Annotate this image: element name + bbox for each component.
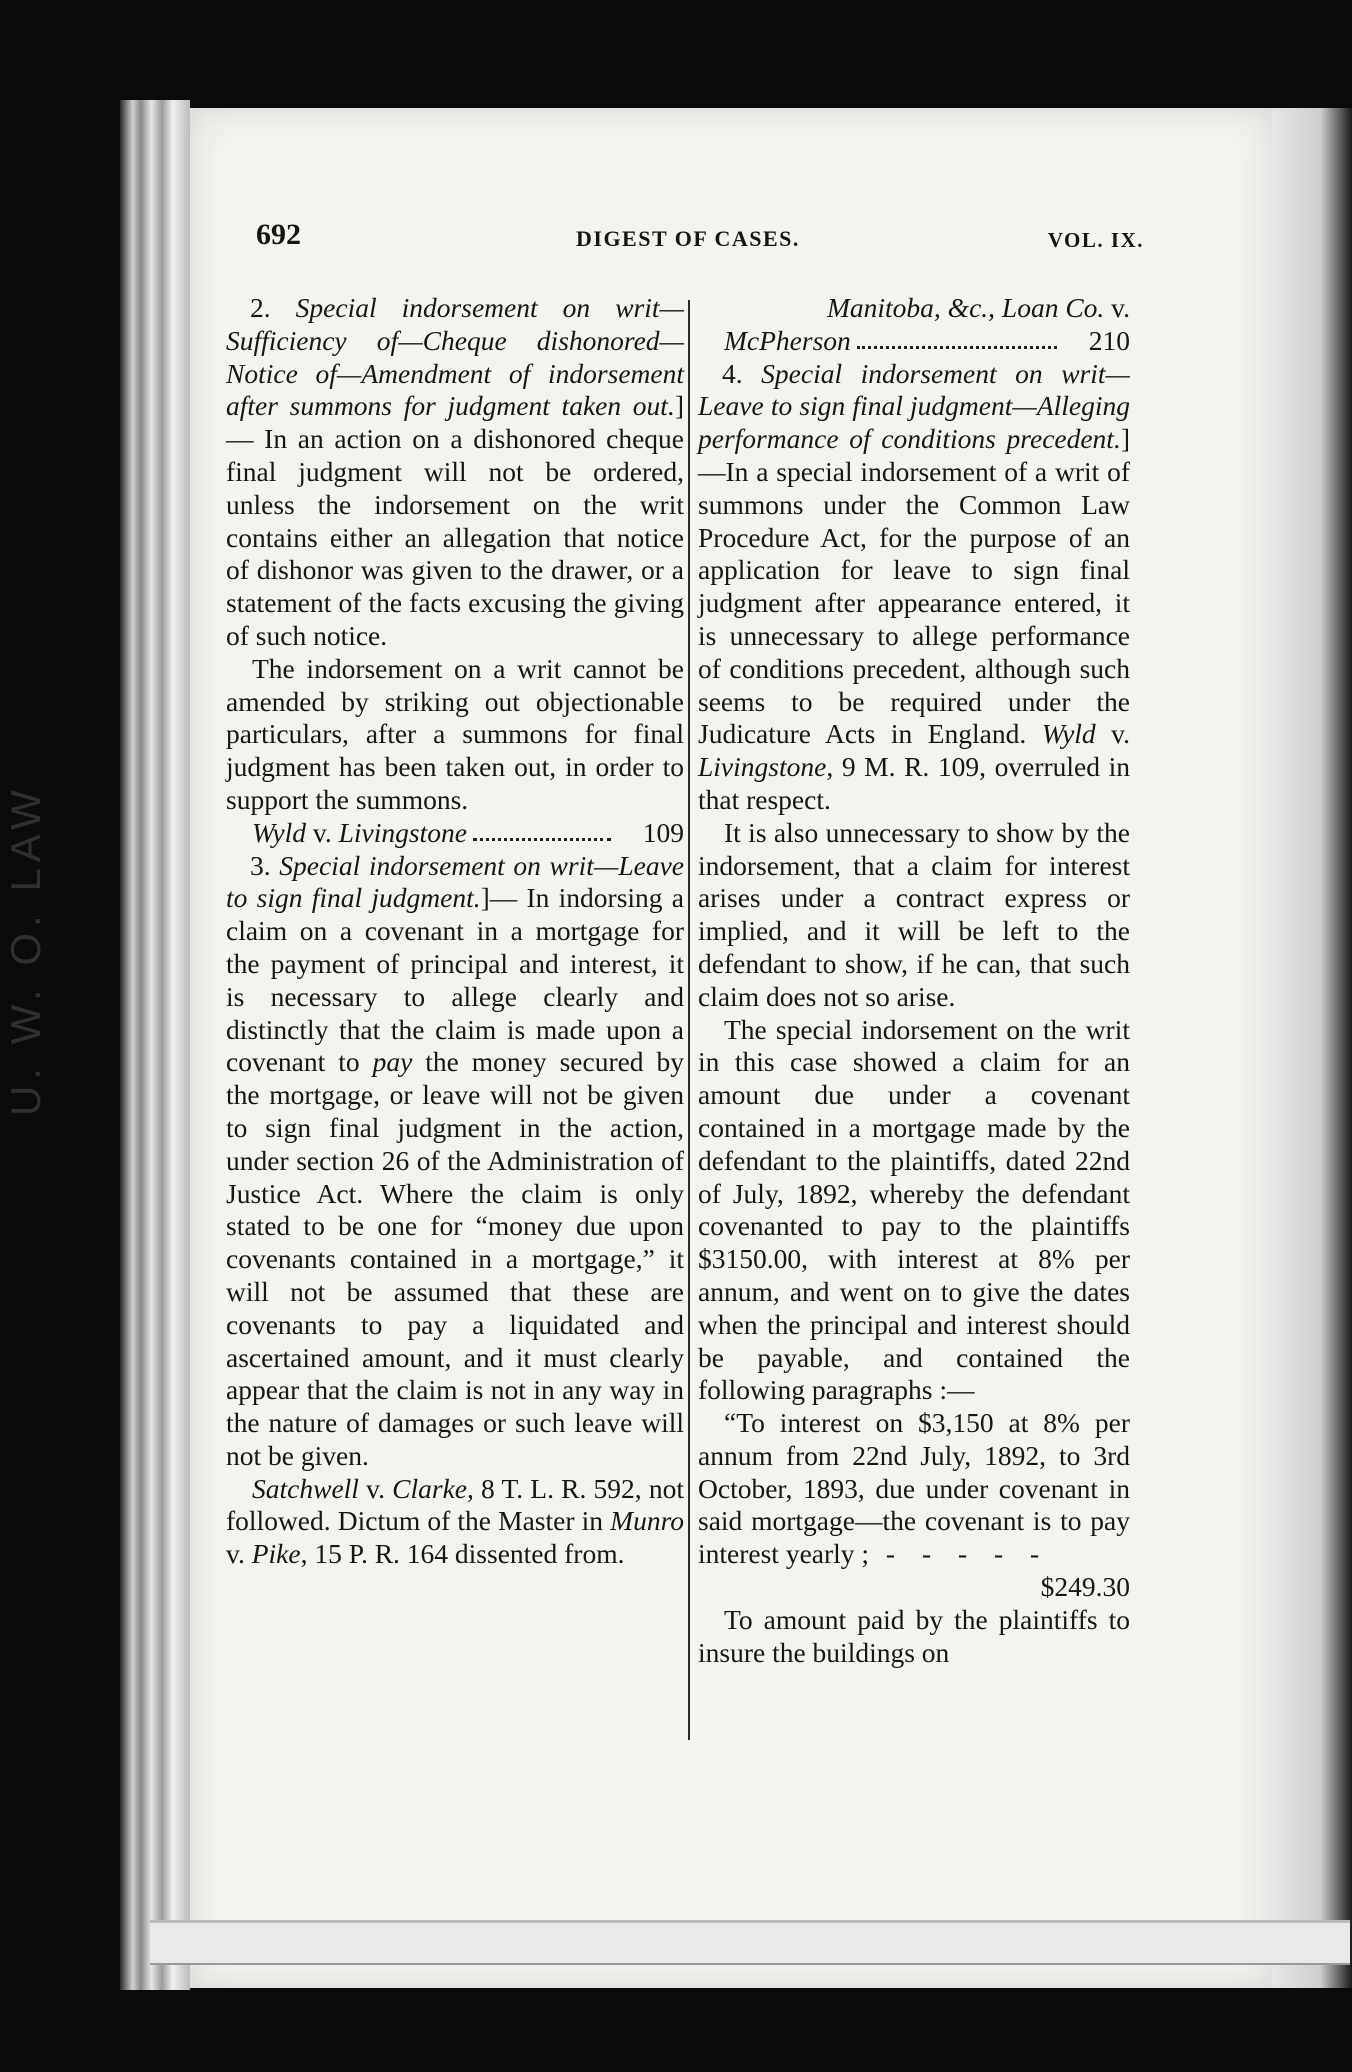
citation-text: , 15 P. R. 164 dissented from.	[300, 1538, 625, 1570]
case-party: Wyld	[252, 816, 306, 848]
volume-label: VOL. IX.	[1047, 228, 1144, 252]
entry-number: 3.	[250, 849, 271, 881]
paragraph: The indorsement on a writ cannot be amended by striking out objectionable particulars, after a summons for final judgment has been taken out, in order to support the summons.	[226, 652, 684, 815]
versus: v.	[358, 1472, 393, 1504]
case-party: Wyld	[1041, 718, 1096, 750]
case-party: McPherson	[724, 324, 851, 356]
versus: v.	[226, 1538, 252, 1570]
page-number: 692	[256, 218, 301, 251]
entry-heading: Special indorsement on writ—Leave to sign final judgment—Alleging performance of conditions precedent.	[698, 357, 1130, 455]
emphasis: pay	[372, 1046, 413, 1078]
scan-left-edge	[120, 100, 190, 1990]
entry-body: ]—In a special indorsement of a writ of summons under the Common Law Procedure Act, for the purpose of an application for leave to sign final judgment after appearance entered, it is unnecessary to allege performance of conditions precedent, although such seems to be required under the Judicature Acts in England.	[698, 423, 1130, 750]
versus: v.	[1104, 292, 1130, 323]
citation-text: , 8 T. L. R. 592, not followed. Dictum of the Master in	[226, 1472, 684, 1537]
column-divider	[688, 300, 690, 1740]
citation-page: 109	[642, 816, 684, 848]
digest-entry-4	[698, 358, 1130, 817]
entry-body: the money secured by the mortgage, or leave will not be given to sign final judgment in the action, under section 26 of the Administration of Justice Act. Where the claim is only stated to be one for “money due upon covenants contained in a mortgage,” it will not be assumed that these are covenants to pay a liquidated and ascertained amount, and it must clearly appear that the claim is not in any way in the nature of damages or such leave will not be given.	[226, 1046, 685, 1471]
entry-heading: Special indorsement on writ—Sufficiency of—Cheque dishonored—Notice of—Amendment of indorsement after summons for judgment taken out.	[226, 292, 684, 422]
citation-page: 210	[1088, 324, 1130, 356]
entry-body: , 9 M. R. 109, overruled in that respect.	[698, 751, 1130, 815]
right-column	[698, 292, 1130, 1669]
entry-number: 2.	[250, 292, 271, 323]
versus: v.	[305, 816, 339, 848]
case-party: Manitoba, &c., Loan Co.	[826, 292, 1105, 323]
case-citation	[226, 1473, 684, 1571]
entry-body: ] — In an action on a dishonored cheque final judgment will not be ordered, unless the indorsement on the writ contains either an allegation that notice of dishonor was given to the drawer, or a statement of the facts excusing the giving of such notice.	[226, 390, 684, 651]
paragraph: It is also unnecessary to show by the indorsement, that a claim for interest arises under a contract express or implied, and it will be left to the defendant to show, if he can, that such claim does not so arise.	[698, 816, 1130, 1012]
case-party: Clarke	[392, 1472, 467, 1504]
entry-body: ]— In indorsing a claim on a covenant in a mortgage for the payment of principal and interest, it is necessary to allege clearly and distinctly that the claim is made upon a covenant to	[226, 882, 684, 1078]
digest-entry-3	[226, 850, 684, 1473]
leader-dots	[473, 817, 611, 841]
versus: v.	[1095, 718, 1130, 750]
library-stamp: U. W. O. LAW	[2, 784, 49, 1116]
entry-number: 4.	[722, 357, 743, 389]
amount: $249.30	[1040, 1571, 1130, 1603]
dash-leader: - - - - -	[885, 1538, 1050, 1570]
leader-dots	[857, 325, 1057, 349]
scan-bottom-edge	[150, 1920, 1350, 1965]
paragraph	[698, 1407, 1130, 1603]
paragraph: The special indorsement on the writ in this case showed a claim for an amount due under a covenant contained in a mortgage made by the defendant to the plaintiffs, dated 22nd of July, 1892, whereby the defendant covenanted to pay to the plaintiffs $3150.00, with interest at 8% per annum, and went on to give the dates when the principal and interest should be payable, and contained the following paragraphs :—	[698, 1013, 1130, 1406]
case-citation	[698, 292, 1130, 358]
case-party: Livingstone	[698, 751, 827, 783]
paragraph: To amount paid by the plaintiffs to insure the buildings on	[698, 1603, 1130, 1668]
case-party: Munro	[610, 1505, 684, 1537]
scan-right-edge	[1272, 108, 1352, 1988]
case-party: Pike	[251, 1538, 301, 1570]
case-party: Satchwell	[252, 1472, 359, 1504]
page-header	[256, 218, 1144, 258]
digest-entry-2	[226, 292, 684, 653]
entry-heading: Special indorsement on writ—Leave to sign final judgment.	[226, 849, 685, 914]
quoted-text: “To interest on $3,150 at 8% per annum from 22nd July, 1892, to 3rd October, 1893, due under covenant in said mortgage—the covenant is to pay interest yearly ;	[698, 1407, 1130, 1570]
running-title: DIGEST OF CASES.	[576, 226, 800, 251]
left-column	[226, 292, 684, 1571]
case-party: Livingstone	[338, 816, 467, 848]
case-citation	[226, 817, 684, 850]
